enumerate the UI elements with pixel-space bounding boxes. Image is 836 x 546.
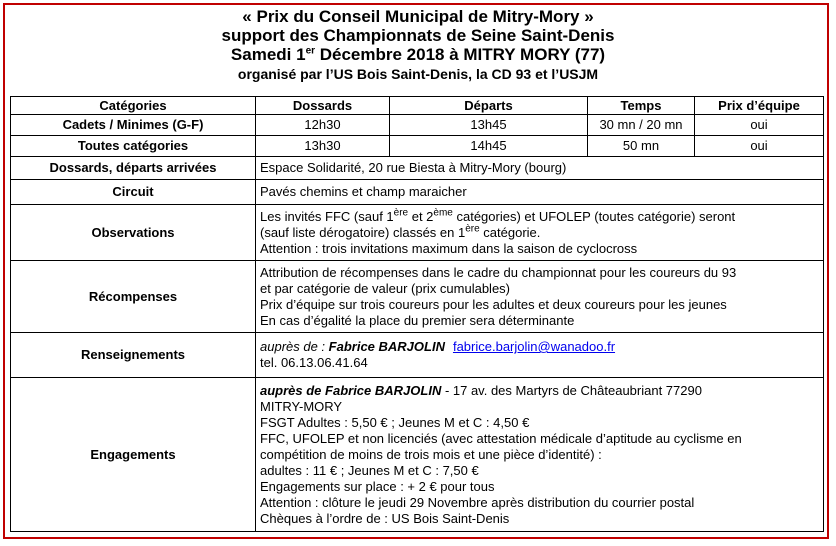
table-header-row — [11, 97, 824, 115]
recompenses-line: En cas d’égalité la place du premier sera déterminante — [260, 312, 575, 328]
obs-sup: ère — [465, 223, 480, 235]
row-category: Cadets / Minimes (G-F) — [11, 115, 256, 136]
circuit-row — [11, 180, 824, 205]
renseignements-label: Renseignements — [11, 333, 256, 378]
engagements-line: Engagements sur place : + 2 € pour tous — [260, 478, 495, 494]
row-departs: 13h45 — [390, 115, 588, 136]
recompenses-line: Prix d’équipe sur trois coureurs pour les adultes et deux coureurs pour les jeunes — [260, 296, 727, 312]
observations-label: Observations — [11, 205, 256, 261]
circuit-label: Circuit — [11, 180, 256, 205]
dossards-row — [11, 157, 824, 180]
dossards-value: Espace Solidarité, 20 rue Biesta à Mitry-Mory (bourg) — [256, 157, 824, 180]
renseignements-line-1 — [260, 339, 819, 355]
observations-value — [256, 205, 824, 261]
obs-text: catégorie. — [479, 224, 541, 240]
table-row — [11, 115, 824, 136]
observations-line-1 — [260, 209, 819, 225]
title-line-3 — [0, 45, 836, 64]
recompenses-row — [11, 261, 824, 333]
race-info-table — [10, 96, 824, 532]
row-temps: 30 mn / 20 mn — [588, 115, 695, 136]
engagements-line: FSGT Adultes : 5,50 € ; Jeunes M et C : 4,50 € — [260, 414, 530, 430]
engagements-line: Chèques à l’ordre de : US Bois Saint-Denis — [260, 510, 510, 526]
engagements-line: Attention : clôture le jeudi 29 Novembre après distribution du courrier postal — [260, 494, 695, 510]
obs-sup: ère — [393, 207, 409, 219]
col-header-departs: Départs — [390, 97, 588, 115]
organizer-line: organisé par l’US Bois Saint-Denis, la CD 93 et l’USJM — [237, 66, 599, 82]
row-departs: 14h45 — [390, 136, 588, 157]
engagements-label: Engagements — [11, 378, 256, 532]
engagements-contact-name: auprès de Fabrice BARJOLIN — [260, 382, 442, 398]
row-dossards: 13h30 — [256, 136, 390, 157]
title-date-post: Décembre 2018 à MITRY MORY (77) — [315, 45, 606, 64]
contact-email-link[interactable]: fabrice.barjolin@wanadoo.fr — [452, 339, 616, 354]
engagements-address: - 17 av. des Martyrs de Châteaubriant 77290 — [441, 382, 702, 398]
obs-text: Les invités FFC (sauf 1 — [260, 208, 394, 224]
recompenses-value — [256, 261, 824, 333]
col-header-prix-equipe: Prix d’équipe — [695, 97, 824, 115]
title-date-pre: Samedi 1 — [230, 45, 306, 64]
obs-text: et 2 — [408, 208, 434, 224]
engagements-value — [256, 378, 824, 532]
obs-text: (sauf liste dérogatoire) classés en 1 — [260, 224, 466, 240]
row-temps: 50 mn — [588, 136, 695, 157]
obs-sup: ème — [433, 207, 453, 219]
observations-line-3: Attention : trois invitations maximum dans la saison de cyclocross — [260, 240, 638, 256]
observations-row — [11, 205, 824, 261]
row-dossards: 12h30 — [256, 115, 390, 136]
contact-name: Fabrice BARJOLIN — [328, 339, 445, 354]
dossards-label: Dossards, départs arrivées — [11, 157, 256, 180]
engagements-row — [11, 378, 824, 532]
engagements-line: compétition de moins de trois mois et une pièce d’identité) : — [260, 446, 602, 462]
contact-phone: tel. 06.13.06.41.64 — [260, 355, 368, 370]
row-prix-equipe: oui — [695, 115, 824, 136]
engagements-line: adultes : 11 € ; Jeunes M et C : 7,50 € — [260, 462, 479, 478]
recompenses-line: Attribution de récompenses dans le cadre du championnat pour les coureurs du 93 — [260, 264, 737, 280]
col-header-categories: Catégories — [11, 97, 256, 115]
row-category: Toutes catégories — [11, 136, 256, 157]
table-row — [11, 136, 824, 157]
title-date-sup: er — [305, 45, 316, 57]
engagements-line: FFC, UFOLEP et non licenciés (avec attestation médicale d’aptitude au cyclisme en — [260, 430, 742, 446]
row-prix-equipe: oui — [695, 136, 824, 157]
contact-prefix: auprès de : — [260, 339, 329, 354]
title-line-2: support des Championnats de Seine Saint-Denis — [221, 26, 615, 45]
recompenses-label: Récompenses — [11, 261, 256, 333]
circuit-value: Pavés chemins et champ maraicher — [256, 180, 824, 205]
engagements-line-1 — [260, 383, 819, 399]
title-line-1: « Prix du Conseil Municipal de Mitry-Mory » — [242, 7, 594, 26]
renseignements-row — [11, 333, 824, 378]
renseignements-value — [256, 333, 824, 378]
observations-line-2 — [260, 225, 819, 241]
col-header-dossards: Dossards — [256, 97, 390, 115]
col-header-temps: Temps — [588, 97, 695, 115]
engagements-line: MITRY-MORY — [260, 398, 343, 414]
recompenses-line: et par catégorie de valeur (prix cumulables) — [260, 280, 511, 296]
obs-text: catégories) et UFOLEP (toutes catégorie) seront — [452, 208, 736, 224]
document-header — [0, 7, 836, 83]
